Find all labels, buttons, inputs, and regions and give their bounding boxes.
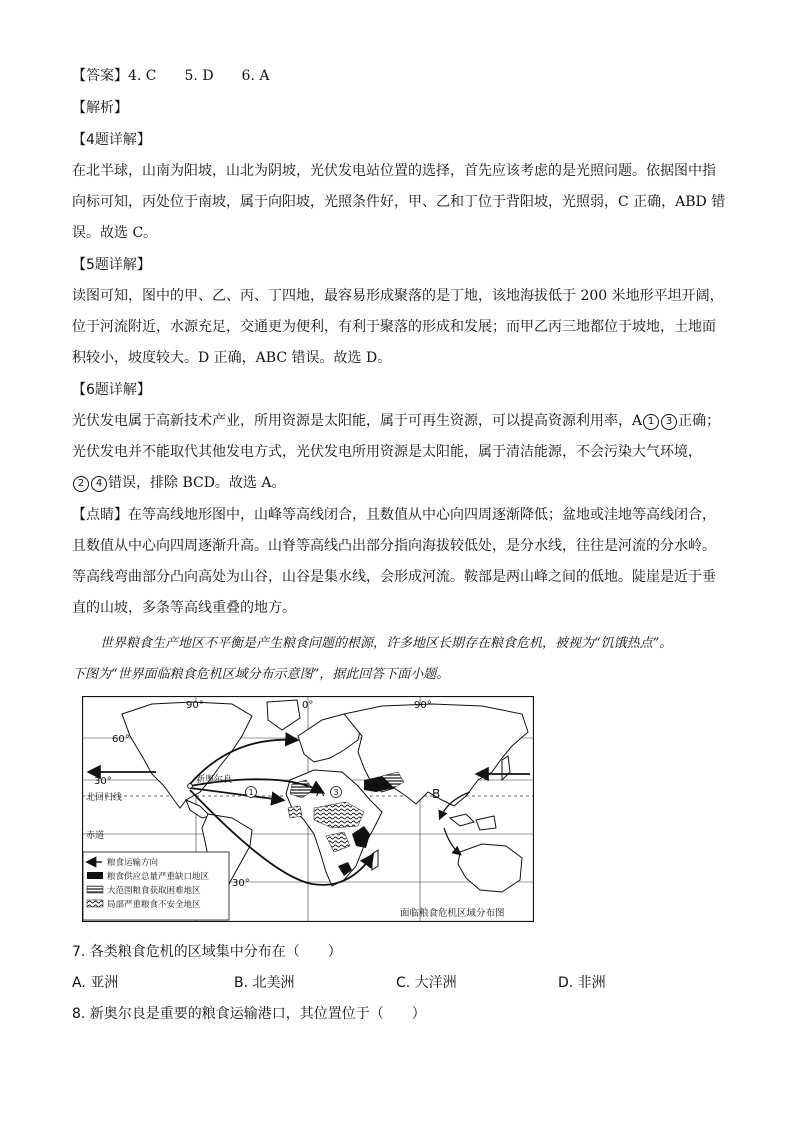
map-caption: 面临粮食危机区域分布图 <box>400 908 505 919</box>
q4-heading: 【4题详解】 <box>72 132 151 148</box>
q8-stem: 8. 新奥尔良是重要的粮食运输港口，其位置位于（ ） <box>72 1006 426 1022</box>
answer-line <box>72 67 269 85</box>
q6-line-3 <box>72 474 286 492</box>
q7-option-b: B. 北美洲 <box>234 975 295 991</box>
legend-black-symbol <box>87 872 103 879</box>
intro-line-2: 下图为“世界面临粮食危机区域分布示意图”，据此回答下面小题。 <box>72 667 450 682</box>
q5-line-2: 位于河流附近，水源充足，交通更为便利，有利于聚落的形成和发展；而甲乙丙三地都位于坡地，土地面 <box>72 319 716 335</box>
legend-item-2: 粮食供应总量严重缺口地区 <box>107 872 210 882</box>
q4-line-2: 向标可知，丙处位于南坡，属于向阳坡，光照条件好，甲、乙和丁位于背阳坡，光照弱，C 正确，ABD 错 <box>72 194 726 210</box>
q5-line-1: 读图可知，图中的甲、乙、丙、丁四地，最容易形成聚落的是丁地，该地海拔低于 200 米地形平坦开阔， <box>72 288 724 304</box>
tip-label: 【点睛】 <box>72 507 128 523</box>
label-lat-60: 60° <box>112 734 130 745</box>
legend-item-3: 大范围粮食获取困难地区 <box>107 886 201 896</box>
circled-number-4: 4 <box>91 476 107 492</box>
circle-label-3: 3 <box>333 788 339 797</box>
tip-line-4: 直的山坡，多条等高线重叠的地方。 <box>72 600 296 616</box>
circled-number-2: 2 <box>73 476 89 492</box>
analysis-label: 【解析】 <box>72 100 128 116</box>
q6-heading: 【6题详解】 <box>72 382 151 398</box>
q7-option-c: C. 大洋洲 <box>396 975 457 991</box>
q5-line-3: 积较小，坡度较大。D 正确，ABC 错误。故选 D。 <box>72 350 392 366</box>
label-lon-0: 0° <box>302 700 314 711</box>
tip-line-1 <box>72 506 716 524</box>
new-orleans-point <box>188 784 193 789</box>
label-new-orleans: 新奥尔良 <box>196 775 233 785</box>
q7-option-a: A. 亚洲 <box>72 975 119 991</box>
q6-line-2: 光伏发电并不能取代其他发电方式，光伏发电所用资源是太阳能，属于清洁能源，不会污染大气环境， <box>72 444 702 460</box>
q6-line-1-text: 光伏发电属于高新技术产业，所用资源是太阳能，属于可再生资源，可以提高资源利用率，A <box>72 413 643 429</box>
q6-line-3-text: 错误，排除 BCD。故选 A。 <box>108 475 286 491</box>
label-region-a: A <box>316 785 325 799</box>
answer-label: 【答案】 <box>72 68 128 84</box>
q5-heading: 【5题详解】 <box>72 257 151 273</box>
map-legend <box>83 852 229 920</box>
legend-item-4: 局部严重粮食不安全地区 <box>107 900 201 910</box>
label-lon-90e: 90° <box>414 700 432 711</box>
tip-text-1: 在等高线地形图中，山峰等高线闭合，且数值从中心向四周逐渐降低；盆地或洼地等高线闭合， <box>128 507 716 523</box>
legend-item-1: 粮食运输方向 <box>107 858 159 868</box>
legend-hatch-symbol <box>87 886 103 893</box>
tip-line-3: 等高线弯曲部分凸向高处为山谷，山谷是集水线，会形成河流。鞍部是两山峰之间的低地。陡崖是近于垂 <box>72 569 716 585</box>
label-lat-30s: 30° <box>232 878 250 889</box>
label-lat-30n: 30° <box>94 776 112 787</box>
world-food-crisis-map <box>82 696 534 922</box>
madagascar <box>372 850 378 870</box>
label-lon-90w: 90° <box>186 700 204 711</box>
q4-line-1: 在北半球，山南为阳坡，山北为阴坡，光伏发电站位置的选择，首先应该考虑的是光照问题。依据图中指 <box>72 163 716 179</box>
tip-line-2: 且数值从中心向四周逐渐升高。山脊等高线凸出部分指向海拔较低处，是分水线，往往是河流的分水岭。 <box>72 538 716 554</box>
legend-wave-symbol <box>87 900 103 907</box>
answer-text: 4. C 5. D 6. A <box>128 68 270 84</box>
circled-number-3: 3 <box>661 414 677 430</box>
q7-option-d: D. 非洲 <box>558 975 606 991</box>
q6-line-1 <box>72 412 720 430</box>
circle-label-1: 1 <box>248 788 254 797</box>
label-equator: 赤道 <box>86 831 105 841</box>
label-region-b: B <box>432 787 441 801</box>
label-tropic: 北回归线 <box>86 793 123 803</box>
circled-number-1: 1 <box>643 414 659 430</box>
q7-stem: 7. 各类粮食危机的区域集中分布在（ ） <box>72 944 342 960</box>
q4-line-3: 误。故选 C。 <box>72 225 158 241</box>
q6-line-1-end: 正确； <box>678 413 721 429</box>
food-insecurity-area-west <box>288 806 302 818</box>
intro-line-1: 世界粮食生产地区不平衡是产生粮食问题的根源，许多地区长期存在粮食危机，被视为“饥饿热点”。 <box>100 636 673 651</box>
